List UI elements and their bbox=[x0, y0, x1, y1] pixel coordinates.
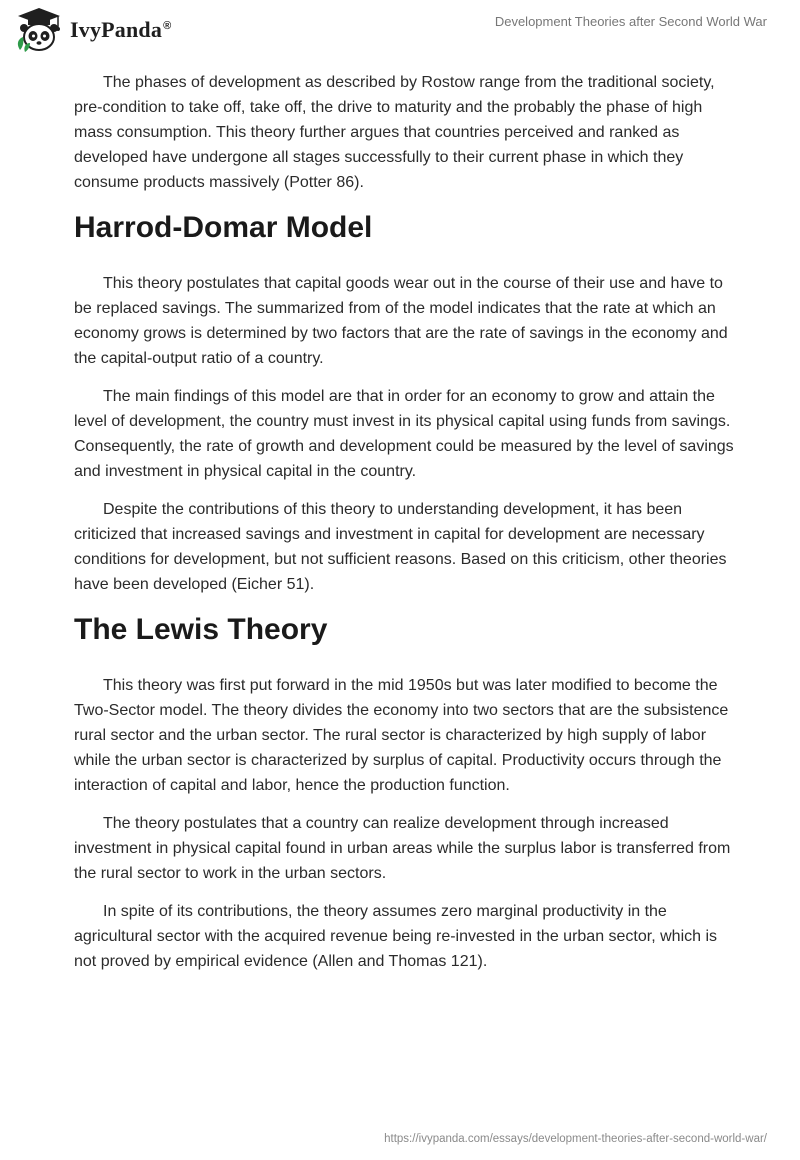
page-header bbox=[0, 0, 800, 60]
running-title: Development Theories after Second World War bbox=[494, 14, 767, 29]
paragraph: Despite the contributions of this theory to understanding development, it has been criticized that increased savings and investment in capital for development are necessary conditions for development, but not sufficient reasons. Based on this criticism, other theories have been developed (Eicher 51). bbox=[74, 501, 727, 593]
paragraph: The main findings of this model are that in order for an economy to grow and attain the level of development, the country must invest in its physical capital using funds from savings. Consequently, the rate of growth and development could be measured by the level of savings and investment in physical capital in the country. bbox=[74, 388, 734, 480]
section-heading-lewis-theory: The Lewis Theory bbox=[74, 613, 328, 646]
source-url[interactable]: https://ivypanda.com/essays/development-theories-after-second-world-war/ bbox=[384, 1133, 767, 1145]
paragraph: This theory was first put forward in the mid 1950s but was later modified to become the Two-Sector model. The theory divides the economy into two sectors that are the subsistence rural sector and the urban sector. The rural sector is characterized by high supply of labor while the urban sector is characterized by surplus of capital. Productivity occurs through the interaction of capital and labor, hence the production function. bbox=[74, 677, 729, 794]
section-heading-harrod-domar: Harrod-Domar Model bbox=[74, 211, 373, 244]
ivypanda-logo[interactable] bbox=[14, 6, 171, 54]
brand-name: IvyPanda® bbox=[70, 17, 172, 42]
intro-paragraph: The phases of development as described by Rostow range from the traditional society, pre-condition to take off, take off, the drive to maturity and the probably the phase of high mass consumption. This theory further argues that countries perceived and ranked as developed have undergone all stages successfully to their current phase in which they consume products massively (Potter 86). bbox=[74, 74, 715, 191]
panda-graduate-icon bbox=[14, 6, 64, 54]
paragraph: The theory postulates that a country can realize development through increased investment in physical capital found in urban areas while the surplus labor is transferred from the rural sector to work in the urban sectors. bbox=[74, 815, 731, 882]
paragraph: In spite of its contributions, the theory assumes zero marginal productivity in the agricultural sector with the acquired revenue being re-invested in the urban sector, which is not proved by empirical evidence (Allen and Thomas 121). bbox=[74, 903, 718, 970]
essay-body bbox=[74, 70, 734, 987]
paragraph: This theory postulates that capital goods wear out in the course of their use and have to be replaced savings. The summarized from of the model indicates that the rate at which an economy grows is determined by two factors that are the rate of savings in the economy and the capital-output ratio of a country. bbox=[74, 275, 728, 367]
registered-mark: ® bbox=[163, 19, 172, 32]
